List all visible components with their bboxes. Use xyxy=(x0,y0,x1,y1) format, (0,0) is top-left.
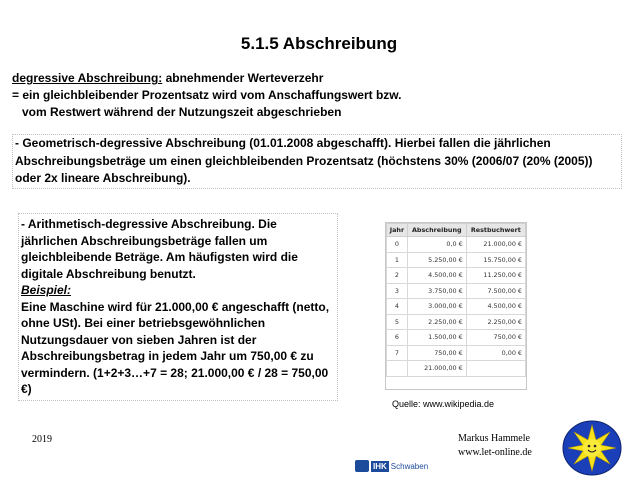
intro-definition xyxy=(12,70,612,121)
table-cell: 4.500,00 € xyxy=(466,299,525,315)
table-cell: 2.250,00 € xyxy=(407,314,466,330)
table-cell: 11.250,00 € xyxy=(466,268,525,284)
table-cell: 2 xyxy=(387,268,408,284)
table-header-row xyxy=(387,224,526,237)
table-cell: 750,00 € xyxy=(466,330,525,346)
table-cell: 0,0 € xyxy=(407,237,466,253)
slide-title: 5.1.5 Abschreibung xyxy=(240,34,398,53)
table-cell xyxy=(466,361,525,377)
table-row xyxy=(387,330,526,346)
table-cell: 21.000,00 € xyxy=(466,237,525,253)
table-cell: 5.250,00 € xyxy=(407,252,466,268)
ihk-logo xyxy=(355,458,428,474)
source-note: Quelle: www.wikipedia.de xyxy=(392,399,495,409)
author-name: Markus Hammele xyxy=(458,433,530,444)
depreciation-table-image xyxy=(385,222,527,390)
table-row xyxy=(387,237,526,253)
example-text: Eine Maschine wird für 21.000,00 € angeschafft (netto, ohne USt). Bei einer betriebsgewöhnlichen Nutzungsdauer von sieben Jahren ist der Abschreibungsbetrag in jedem Jahr um 750,00 € zu vermindern. (1+2+3…+7 = 28; 21.000,00 € / 28 = 750,00 €) xyxy=(21,299,330,396)
table-cell: 7 xyxy=(387,345,408,361)
table-row xyxy=(387,314,526,330)
table-cell: 2.250,00 € xyxy=(466,314,525,330)
arithmetic-paragraph xyxy=(18,213,338,401)
depreciation-table xyxy=(386,223,526,377)
table-row xyxy=(387,268,526,284)
footer-author xyxy=(458,432,532,460)
table-cell: 6 xyxy=(387,330,408,346)
table-cell: 4 xyxy=(387,299,408,315)
table-header: Jahr xyxy=(387,224,408,237)
geometric-paragraph: - Geometrisch-degressive Abschreibung (01.01.2008 abgeschafft). Hierbei fallen die jährlichen Abschreibungsbeträge um einen gleichbleibenden Prozentsatz (höchstens 30% (2006/07 (20% (2005)) oder 2x lineare Abschreibung). xyxy=(12,134,622,189)
intro-line-2: = ein gleichbleibender Prozentsatz wird vom Anschaffungswert bzw. xyxy=(12,88,402,102)
ihk-region: Schwaben xyxy=(390,461,429,471)
table-header: Abschreibung xyxy=(407,224,466,237)
table-header: Restbuchwert xyxy=(466,224,525,237)
table-cell: 3.000,00 € xyxy=(407,299,466,315)
table-row xyxy=(387,252,526,268)
table-cell: 4.500,00 € xyxy=(407,268,466,284)
let-sun-logo-icon xyxy=(562,420,622,476)
table-cell: 750,00 € xyxy=(407,345,466,361)
ihk-emblem-icon xyxy=(355,460,369,472)
arithmetic-text: - Arithmetisch-degressive Abschreibung. Die jährlichen Abschreibungsbeträge fallen um gleichbleibende Beträge. Am häufigsten wird die digitale Abschreibung benutzt. xyxy=(21,217,298,281)
intro-term-rest: abnehmender Werteverzehr xyxy=(162,71,324,85)
table-row xyxy=(387,345,526,361)
table-cell: 15.750,00 € xyxy=(466,252,525,268)
footer-year: 2019 xyxy=(32,434,52,445)
table-cell: 1 xyxy=(387,252,408,268)
table-cell: 0 xyxy=(387,237,408,253)
example-label: Beispiel: xyxy=(21,283,72,297)
table-cell: 0,00 € xyxy=(466,345,525,361)
table-cell: 1.500,00 € xyxy=(407,330,466,346)
ihk-label: IHK xyxy=(373,461,387,471)
intro-line-3: vom Restwert während der Nutzungszeit abgeschrieben xyxy=(22,105,342,119)
table-row xyxy=(387,283,526,299)
table-cell: 7.500,00 € xyxy=(466,283,525,299)
table-row xyxy=(387,299,526,315)
table-cell: 3 xyxy=(387,283,408,299)
author-website: www.let-online.de xyxy=(458,447,532,458)
table-cell xyxy=(387,361,408,377)
intro-line-1 xyxy=(12,70,612,87)
table-cell: 5 xyxy=(387,314,408,330)
intro-term: degressive Abschreibung: xyxy=(12,71,163,85)
table-cell: 3.750,00 € xyxy=(407,283,466,299)
table-row xyxy=(387,361,526,377)
table-cell: 21.000,00 € xyxy=(407,361,466,377)
